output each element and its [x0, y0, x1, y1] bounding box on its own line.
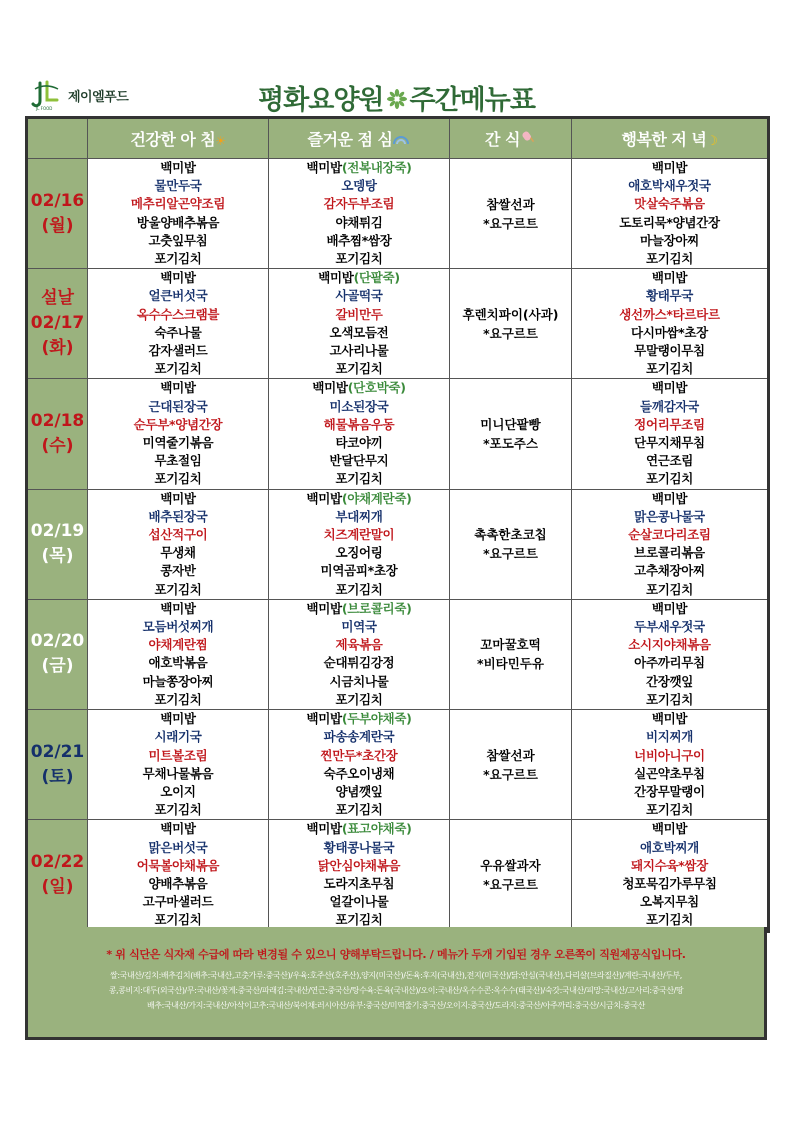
day-row	[27, 710, 769, 820]
menu-item: 닭안심야채볶음	[317, 857, 401, 873]
moon-icon: ☽	[706, 134, 718, 149]
menu-item: 무채나물볶음	[142, 765, 214, 781]
rainbow-icon	[392, 130, 410, 149]
menu-item: 미역줄기볶음	[142, 435, 214, 451]
menu-item: 다시마쌈*초장	[631, 324, 708, 340]
menu-item: 청포묵김가루무침	[622, 875, 717, 891]
day-label-line: (화)	[41, 338, 74, 359]
menu-item-line	[269, 820, 449, 838]
day-row	[27, 820, 769, 931]
menu-item: 포기김치	[645, 251, 694, 267]
menu-item: 도라지초무침	[323, 875, 395, 891]
menu-item: 단무지채무침	[634, 435, 705, 451]
menu-item: 포기김치	[335, 471, 383, 487]
menu-item: 오이지	[160, 783, 196, 799]
menu-item: 백미밥	[306, 600, 342, 616]
breakfast-cell	[88, 379, 269, 489]
menu-item: 백미밥	[160, 270, 196, 286]
menu-item: 미트볼조림	[148, 747, 208, 763]
menu-item: 간장깻잎	[645, 673, 694, 689]
menu-item: 고춧잎무침	[148, 232, 208, 248]
menu-item: 맑은콩나물국	[634, 508, 705, 524]
snack-cell	[450, 599, 572, 709]
menu-item: 숙주오이냉채	[323, 765, 395, 781]
menu-item: 아주까리무침	[634, 655, 705, 671]
snack-item: 꼬마꿀호떡	[480, 637, 541, 653]
menu-item: 맑은버섯국	[148, 839, 208, 855]
menu-item: 부대찌개	[335, 508, 383, 524]
menu-item: 포기김치	[154, 912, 202, 928]
menu-item: 방울양배추볶음	[136, 214, 220, 230]
day-row	[27, 269, 769, 379]
day-row	[27, 489, 769, 599]
menu-item: 콩자반	[160, 563, 196, 579]
menu-item: 백미밥	[651, 160, 688, 175]
menu-item: 애호박볶음	[148, 655, 208, 671]
menu-item: 백미밥	[306, 160, 342, 175]
header-breakfast	[88, 118, 269, 159]
day-label-line: 02/21	[30, 741, 85, 762]
menu-item: 황태무국	[645, 288, 694, 304]
menu-item: 포기김치	[154, 361, 202, 377]
origin-info	[42, 968, 750, 1013]
menu-item: 어묵볼야채볶음	[136, 857, 220, 873]
day-label-line: (일)	[41, 876, 74, 897]
snack-item: 미니단팥빵	[480, 417, 541, 433]
menu-item: 고사리나물	[329, 343, 389, 359]
menu-item: 맛살숙주볶음	[634, 196, 705, 212]
header-row	[27, 118, 769, 159]
menu-item: 양배추볶음	[148, 875, 208, 891]
snack-cell	[450, 269, 572, 379]
menu-item: 얼큰버섯국	[148, 288, 208, 304]
snack-item: 참쌀선과	[486, 196, 535, 212]
menu-item: 포기김치	[645, 581, 694, 597]
menu-item: 포기김치	[335, 691, 383, 707]
menu-item: 정어리무조림	[634, 416, 705, 432]
menu-item: 포기김치	[645, 912, 694, 928]
menu-item: 포기김치	[645, 471, 694, 487]
menu-item: 포기김치	[335, 912, 383, 928]
snack-cell	[450, 820, 572, 931]
snack-item: 참쌀선과	[486, 747, 535, 763]
lunch-cell	[269, 269, 450, 379]
menu-item: 고추채장아찌	[634, 563, 705, 579]
snack-item: 촉촉한초코칩	[474, 527, 547, 543]
menu-item: 돼지수육*쌈장	[631, 857, 708, 873]
menu-item: 파송송계란국	[323, 729, 395, 745]
menu-item: 고구마샐러드	[142, 894, 214, 910]
menu-item: 찐만두*초간장	[320, 747, 398, 763]
snack-cell	[450, 489, 572, 599]
header-lunch	[269, 118, 450, 159]
menu-item: 포기김치	[154, 251, 202, 267]
breakfast-cell	[88, 159, 269, 269]
day-row	[27, 599, 769, 709]
header-lunch-label: 즐거운 점 심	[307, 130, 393, 149]
menu-item: 들깨감자국	[640, 398, 699, 414]
flower-icon	[386, 86, 408, 117]
menu-item: 감자샐러드	[148, 343, 208, 359]
menu-item: 갈비만두	[335, 306, 383, 322]
menu-item: 간장무말랭이	[634, 783, 705, 799]
day-label	[27, 489, 88, 599]
menu-item: 오복지무침	[640, 894, 699, 910]
menu-item: 근대된장국	[148, 398, 208, 414]
day-label-line: 02/17	[30, 313, 85, 334]
dinner-cell	[572, 269, 769, 379]
porridge-item: (단호박죽)	[347, 380, 406, 396]
title-left: 평화요양원	[258, 85, 384, 116]
day-label	[27, 159, 88, 269]
day-label-line: (금)	[41, 656, 74, 677]
menu-item: 물만두국	[154, 178, 202, 194]
lunch-cell	[269, 599, 450, 709]
origin-line: 콩,콩비지:대두(외국산)/무:국내산/꽃게:중국산/파래김:국내산/연근:중국산/탕수육:돈육(국내산)/오이:국내산/옥수수콘:옥수수(태국산)/숙갓:국내산/피망:국내산/고사리:중국산/땅	[108, 986, 684, 995]
menu-item: 야채계란찜	[148, 637, 208, 653]
menu-item: 실곤약초무침	[634, 765, 705, 781]
menu-item: 얼갈이나물	[329, 894, 389, 910]
menu-item: 백미밥	[160, 711, 196, 727]
menu-item: 배추된장국	[148, 508, 208, 524]
snack-item: *요구르트	[483, 215, 538, 231]
header-dinner-label: 행복한 저 녁	[621, 130, 707, 149]
menu-item: 포기김치	[645, 361, 694, 377]
menu-item: 너비아니구이	[634, 747, 705, 763]
menu-item: 옥수수스크램블	[136, 306, 220, 322]
lunch-cell	[269, 379, 450, 489]
menu-item: 메추리알곤약조림	[130, 196, 226, 212]
lunch-cell	[269, 710, 450, 820]
menu-item: 포기김치	[335, 251, 383, 267]
breakfast-cell	[88, 489, 269, 599]
menu-item: 무말랭이무침	[634, 343, 705, 359]
menu-item: 백미밥	[651, 380, 688, 396]
menu-item-line	[269, 159, 449, 177]
snack-item: *요구르트	[483, 876, 538, 892]
menu-item: 백미밥	[306, 711, 342, 727]
menu-item: 포기김치	[645, 691, 694, 707]
porridge-item: (브로콜리죽)	[341, 600, 412, 616]
menu-item: 순대튀김강정	[323, 655, 395, 671]
snack-item: 우유쌀과자	[480, 857, 541, 873]
header-dinner	[572, 118, 769, 159]
day-label	[27, 599, 88, 709]
menu-item: 포기김치	[154, 581, 202, 597]
menu-item: 백미밥	[318, 270, 354, 286]
menu-item-line	[269, 490, 449, 508]
header-snack	[450, 118, 572, 159]
day-label	[27, 710, 88, 820]
porridge-item: (전복내장죽)	[341, 160, 412, 175]
menu-item: 도토리묵*양념간장	[619, 214, 720, 230]
menu-item: 생선까스*타르타르	[619, 306, 720, 322]
menu-item: 백미밥	[306, 490, 342, 506]
dinner-cell	[572, 820, 769, 931]
menu-item: 백미밥	[160, 600, 196, 616]
menu-item: 애호박찌개	[640, 839, 699, 855]
day-label-line: 02/16	[30, 190, 85, 211]
weekly-menu-table	[25, 116, 770, 933]
menu-item: 오색모듬전	[329, 324, 389, 340]
dinner-cell	[572, 710, 769, 820]
day-label	[27, 269, 88, 379]
menu-item-line	[269, 269, 449, 287]
day-row	[27, 159, 769, 269]
menu-item: 비지찌개	[645, 729, 694, 745]
menu-item: 백미밥	[160, 380, 196, 396]
breakfast-cell	[88, 269, 269, 379]
menu-item: 황태콩나물국	[323, 839, 395, 855]
dinner-cell	[572, 159, 769, 269]
lunch-cell	[269, 159, 450, 269]
menu-item: 섭산적구이	[148, 527, 208, 543]
menu-item: 포기김치	[335, 581, 383, 597]
porridge-item: (야채계란죽)	[341, 490, 412, 506]
lunch-cell	[269, 489, 450, 599]
popsicle-icon	[520, 130, 536, 149]
day-label-line: 02/18	[30, 411, 85, 432]
menu-item: 숙주나물	[154, 324, 202, 340]
porridge-item: (단팥죽)	[353, 270, 400, 286]
day-label-line: 설날	[41, 288, 74, 309]
menu-item: 포기김치	[335, 361, 383, 377]
menu-item: 해물볶음우동	[323, 416, 395, 432]
menu-item: 백미밥	[651, 711, 688, 727]
menu-item: 미역국	[341, 619, 377, 635]
menu-item: 배추찜*쌈장	[326, 232, 392, 248]
porridge-item: (두부야채죽)	[341, 711, 412, 727]
menu-item: 포기김치	[335, 802, 383, 818]
breakfast-cell	[88, 820, 269, 931]
menu-item: 미소된장국	[329, 398, 389, 414]
menu-item: 백미밥	[306, 821, 342, 837]
menu-item: 순살코다리조림	[628, 527, 711, 543]
header-breakfast-label: 건강한 아 침	[130, 130, 216, 149]
breakfast-cell	[88, 599, 269, 709]
origin-line: 배추:국내산/가지:국내산/아삭이고추:국내산/북어채:러시아산/유부:중국산/미역줄기:중국산/오이지:중국산/도라지:중국산/아주까리:중국산/시금치:중국산	[147, 1001, 645, 1010]
menu-item: 무초절임	[154, 453, 202, 469]
menu-item: 타코야끼	[335, 435, 383, 451]
snack-cell	[450, 159, 572, 269]
snack-item: *요구르트	[483, 325, 538, 341]
menu-item: 반달단무지	[329, 453, 389, 469]
menu-item: 브로콜리볶음	[634, 545, 705, 561]
menu-item: 감자두부조림	[323, 196, 395, 212]
menu-item: 소시지야채볶음	[628, 637, 711, 653]
day-label-line: 02/22	[30, 851, 85, 872]
title-right: 주간메뉴표	[409, 85, 535, 116]
snack-item: 후렌치파이(사과)	[462, 306, 559, 322]
menu-item: 애호박새우젓국	[628, 178, 711, 194]
snack-item: *요구르트	[483, 766, 538, 782]
menu-item: 백미밥	[651, 490, 688, 506]
snack-item: *요구르트	[483, 546, 538, 562]
day-label-line: 02/20	[30, 631, 85, 652]
day-label-line: (목)	[41, 546, 74, 567]
menu-item: 백미밥	[651, 270, 688, 286]
footer-notice: * 위 식단은 식자재 수급에 따라 변경될 수 있으니 양해부탁드립니다. / 메뉴가 두개 기입된 경우 오른쪽이 직원제공식입니다.	[106, 948, 686, 961]
snack-cell	[450, 710, 572, 820]
menu-item: 오뎅탕	[341, 178, 377, 194]
dinner-cell	[572, 599, 769, 709]
menu-item: 백미밥	[651, 821, 688, 837]
menu-item: 포기김치	[645, 802, 694, 818]
corner-cell	[27, 118, 88, 159]
day-label	[27, 820, 88, 931]
menu-item-line	[269, 600, 449, 618]
dinner-cell	[572, 379, 769, 489]
menu-item: 무생채	[160, 545, 196, 561]
menu-item: 시래기국	[154, 729, 202, 745]
snack-item: *비타민두유	[477, 656, 544, 672]
menu-item: 포기김치	[154, 471, 202, 487]
menu-item: 모듬버섯찌개	[142, 619, 214, 635]
logo-mark-text: JL FOOD	[36, 106, 53, 111]
menu-item: 야채튀김	[335, 214, 383, 230]
menu-item: 포기김치	[154, 802, 202, 818]
menu-item: 백미밥	[160, 490, 196, 506]
menu-item: 치즈계란말이	[323, 527, 395, 543]
sun-icon: ☀	[215, 134, 226, 148]
menu-item: 백미밥	[651, 600, 688, 616]
day-label-line: (월)	[41, 215, 74, 236]
day-label-line: (토)	[41, 766, 74, 787]
menu-item: 연근조림	[645, 453, 694, 469]
day-label-line: 02/19	[30, 521, 85, 542]
breakfast-cell	[88, 710, 269, 820]
dinner-cell	[572, 489, 769, 599]
footer	[25, 927, 767, 1040]
origin-line: 쌀:국내산/김치:배추김치(배추:국내산,고춧가루:중국산)/우육:호주산(호주산),양지(미국산)/돈육:후지(국내산),전지(미국산)/닭:안심(국내산),다리살(브라질산)/계란:국내산/두부,	[110, 971, 682, 980]
snack-cell	[450, 379, 572, 489]
menu-item-line	[269, 379, 449, 397]
menu-item: 백미밥	[160, 821, 196, 837]
day-label-line: (수)	[41, 436, 74, 457]
menu-item: 포기김치	[154, 691, 202, 707]
header-snack-label: 간 식	[485, 130, 520, 149]
day-label	[27, 379, 88, 489]
menu-item: 백미밥	[312, 380, 348, 396]
page-title	[0, 78, 793, 117]
menu-item: 제육볶음	[335, 637, 383, 653]
menu-body	[27, 159, 769, 932]
menu-item: 순두부*양념간장	[133, 416, 223, 432]
lunch-cell	[269, 820, 450, 931]
menu-item: 두부새우젓국	[634, 619, 705, 635]
menu-item: 양념깻잎	[335, 783, 383, 799]
day-row	[27, 379, 769, 489]
menu-item: 오징어링	[335, 545, 383, 561]
menu-item-line	[269, 710, 449, 728]
menu-item: 사골떡국	[335, 288, 383, 304]
menu-item: 마늘쫑장아찌	[142, 673, 214, 689]
snack-item: *포도주스	[483, 436, 538, 452]
menu-item: 미역곰피*초장	[320, 563, 398, 579]
menu-item: 백미밥	[160, 160, 196, 175]
porridge-item: (표고야채죽)	[341, 821, 412, 837]
menu-item: 시금치나물	[329, 673, 389, 689]
menu-item: 마늘장아찌	[640, 232, 699, 248]
logo-text: 제이엘푸드	[68, 89, 129, 105]
